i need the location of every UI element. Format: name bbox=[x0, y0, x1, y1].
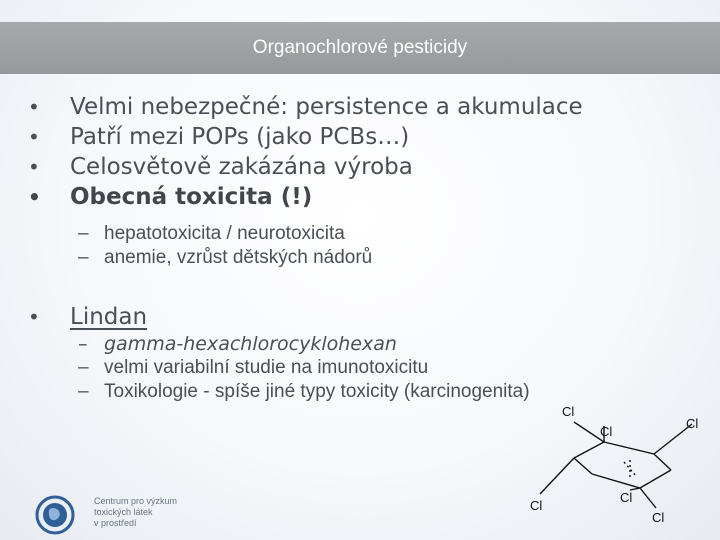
lindan-link[interactable]: Lindan bbox=[70, 304, 148, 330]
sub-bullet-item bbox=[18, 246, 638, 270]
sub-bullet-text: velmi variabilní studie na imunotoxicitu bbox=[104, 357, 429, 378]
chlorine-label: Cl bbox=[686, 416, 699, 431]
globe-icon bbox=[34, 494, 76, 536]
bullet-text: Velmi nebezpečné: persistence a akumulace bbox=[70, 94, 583, 120]
bullet-dot: • bbox=[28, 95, 40, 119]
sub-bullet-item bbox=[18, 332, 638, 356]
sub-bullet-dash: – bbox=[78, 357, 89, 378]
bullet-text: Patří mezi POPs (jako PCBs…) bbox=[70, 124, 410, 150]
organization-logo bbox=[34, 494, 234, 536]
bullet-item bbox=[18, 122, 638, 152]
sub-bullet-text: Toxikologie - spíše jiné typy toxicity (karcinogenita) bbox=[104, 381, 530, 402]
chlorine-label: Cl bbox=[530, 498, 543, 513]
bullet-dot: • bbox=[28, 155, 40, 179]
sub-bullet-item bbox=[18, 356, 638, 380]
sub-bullet-item bbox=[18, 222, 638, 246]
bullet-dot: • bbox=[28, 305, 40, 329]
bullet-list bbox=[18, 92, 638, 404]
sub-bullet-text: gamma-hexachlorocyklohexan bbox=[104, 333, 397, 355]
lindane-structure-diagram bbox=[526, 404, 716, 536]
logo-line: Centrum pro výzkum bbox=[94, 496, 178, 506]
sub-bullet-dash: – bbox=[78, 333, 88, 355]
logo-line: v prostředí bbox=[94, 518, 137, 528]
bullet-item bbox=[18, 92, 638, 122]
bullet-dot: • bbox=[28, 125, 40, 149]
bullet-text: Celosvětově zakázána výroba bbox=[70, 154, 413, 180]
bullet-text: Obecná toxicita (!) bbox=[70, 184, 313, 210]
sub-bullet-dash: – bbox=[78, 223, 89, 244]
bullet-item bbox=[18, 302, 638, 332]
sub-bullet-item bbox=[18, 380, 638, 404]
chlorine-label: Cl bbox=[562, 404, 575, 419]
bullet-item bbox=[18, 182, 638, 212]
title-bar bbox=[0, 22, 720, 74]
sub-bullet-text: anemie, vzrůst dětských nádorů bbox=[104, 247, 373, 268]
logo-text bbox=[94, 496, 177, 529]
chlorine-label: Cl bbox=[620, 490, 633, 505]
sub-bullet-text: hepatotoxicita / neurotoxicita bbox=[104, 223, 345, 244]
sub-bullet-dash: – bbox=[78, 247, 89, 268]
slide-title: Organochlorové pesticidy bbox=[252, 37, 468, 58]
sub-bullet-dash: – bbox=[78, 381, 89, 402]
logo-line: toxických látek bbox=[94, 507, 153, 517]
bullet-item bbox=[18, 152, 638, 182]
chlorine-label: Cl bbox=[600, 424, 613, 439]
chlorine-label: Cl bbox=[652, 510, 665, 525]
bullet-dot: • bbox=[28, 185, 41, 209]
